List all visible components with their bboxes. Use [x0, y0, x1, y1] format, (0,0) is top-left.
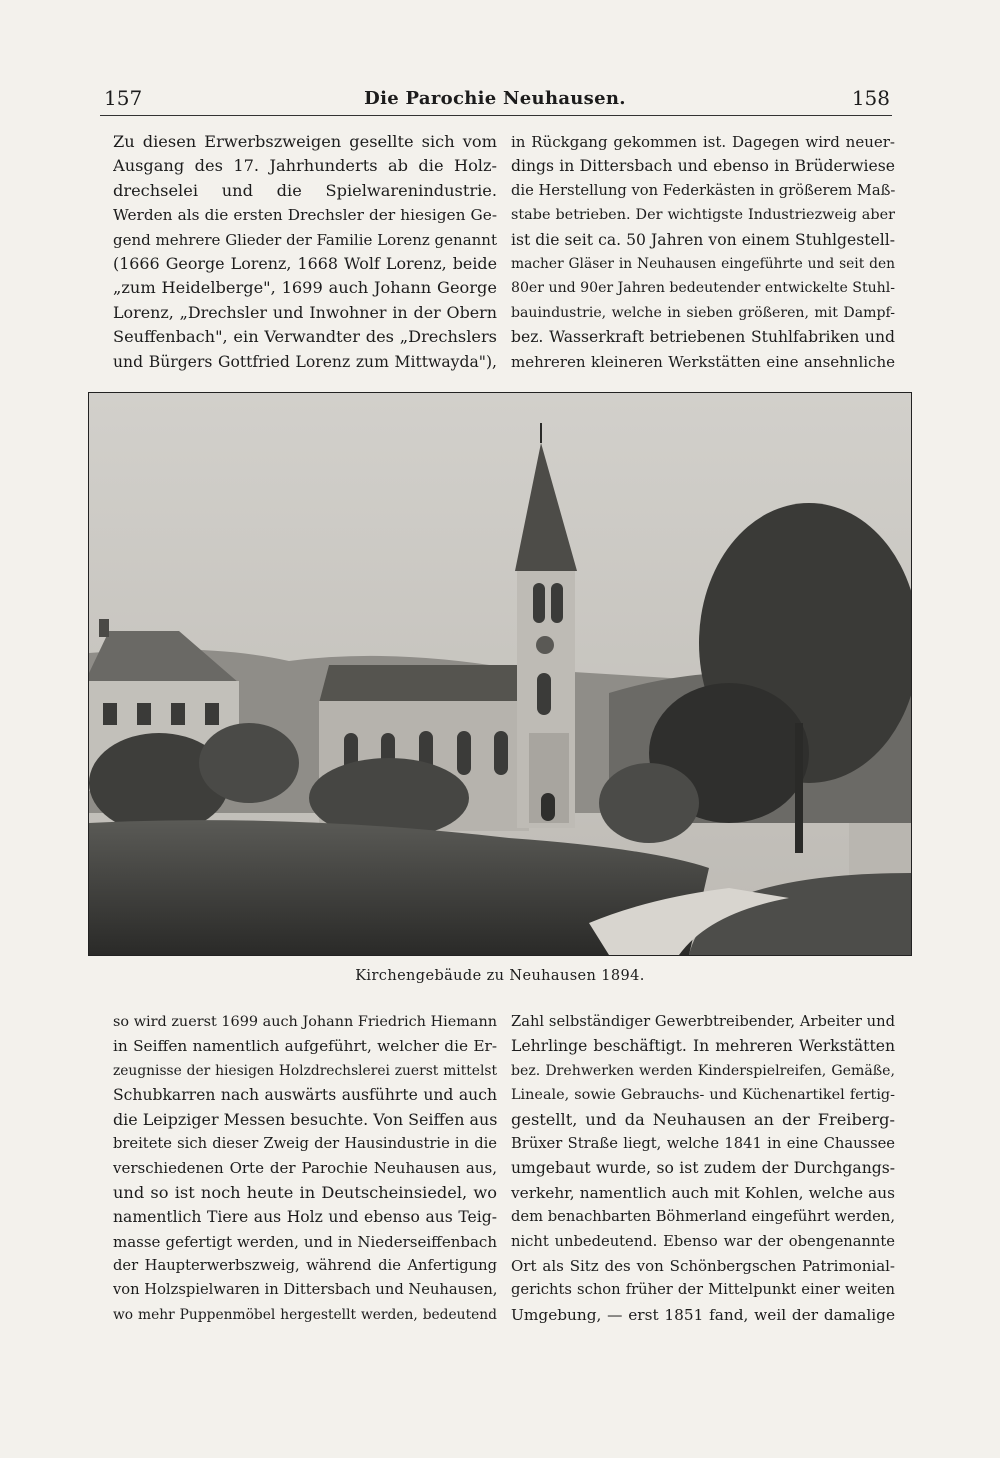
- text-line: Umgebung, — erst 1851 fand, weil der damalige: [511, 1305, 895, 1324]
- text-line: gerichts schon früher der Mittelpunkt einer weiten: [511, 1281, 895, 1299]
- text-line: verkehr, namentlich auch mit Kohlen, welche aus: [511, 1183, 895, 1202]
- text-line: Lineale, sowie Gebrauchs- und Küchenartikel fertig-: [511, 1087, 895, 1104]
- text-line: und Bürgers Gottfried Lorenz zum Mittwayda"),: [113, 352, 497, 371]
- text-line: „zum Heidelberge", 1699 auch Johann George: [113, 278, 497, 298]
- text-line: Schubkarren nach auswärts ausführte und auch: [113, 1086, 497, 1105]
- text-line: der Haupterwerbszweig, während die Anfertigung: [113, 1256, 497, 1274]
- text-line: gend mehrere Glieder der Familie Lorenz genannt: [113, 230, 497, 249]
- page-number-left: 157: [104, 86, 143, 110]
- text-line: umgebaut wurde, so ist zudem der Durchgangs-: [511, 1159, 895, 1178]
- text-line: drechselei und die Spielwarenindustrie.: [113, 180, 497, 200]
- figure-caption: Kirchengebäude zu Neuhausen 1894.: [355, 968, 645, 984]
- church-photo-illustration: [89, 393, 911, 955]
- text-line: breitete sich dieser Zweig der Hausindustrie in die: [113, 1134, 497, 1152]
- text-line: Lorenz, „Drechsler und Inwohner in der Obern: [113, 302, 497, 322]
- text-line: so wird zuerst 1699 auch Johann Friedrich Hiemann: [113, 1014, 497, 1030]
- text-column-bottom-left: [113, 1010, 497, 1327]
- page-number-right: 158: [851, 86, 890, 110]
- text-line: namentlich Tiere aus Holz und ebenso aus Teig-: [113, 1208, 497, 1227]
- text-line: in Rückgang gekommen ist. Dagegen wird neuer-: [511, 133, 895, 151]
- text-line: wo mehr Puppenmöbel hergestellt werden, bedeutend: [113, 1306, 497, 1323]
- church-photograph: [88, 392, 912, 956]
- text-line: Lehrlinge beschäftigt. In mehreren Werkstätten: [511, 1037, 895, 1056]
- text-line: mehreren kleineren Werkstätten eine ansehnliche: [511, 352, 895, 371]
- text-line: Ort als Sitz des von Schönbergschen Patrimonial-: [511, 1256, 895, 1275]
- text-line: macher Gläser in Neuhausen eingeführte und seit den: [511, 255, 895, 272]
- text-line: dem benachbarten Böhmerland eingeführt werden,: [511, 1208, 895, 1226]
- text-line: Seuffenbach", ein Verwandter des „Drechslers: [113, 327, 497, 347]
- text-line: nicht unbedeutend. Ebenso war der obengenannte: [511, 1232, 895, 1250]
- text-line: stabe betrieben. Der wichtigste Industriezweig aber: [511, 207, 895, 224]
- text-line: Werden als die ersten Drechsler der hiesigen Ge-: [113, 206, 497, 225]
- text-line: Zahl selbständiger Gewerbtreibender, Arbeiter und: [511, 1013, 895, 1030]
- text-line: und so ist noch heute in Deutscheinsiedel, wo: [113, 1182, 497, 1202]
- page-header: [100, 86, 890, 116]
- running-title: Die Parochie Neuhausen.: [364, 88, 626, 109]
- text-line: Zu diesen Erwerbszweigen gesellte sich vom: [113, 132, 497, 151]
- text-line: bez. Wasserkraft betriebenen Stuhlfabriken und: [511, 328, 895, 347]
- text-column-top-left: [113, 130, 497, 374]
- text-line: masse gefertigt werden, und in Niederseiffenbach: [113, 1232, 497, 1251]
- text-line: zeugnisse der hiesigen Holzdrechslerei zuerst mittelst: [113, 1062, 497, 1079]
- text-line: von Holzspielwaren in Dittersbach und Neuhausen,: [113, 1281, 497, 1299]
- text-line: ist die seit ca. 50 Jahren von einem Stuhlgestell-: [511, 230, 895, 249]
- text-column-bottom-right: [511, 1010, 895, 1327]
- text-line: bez. Drehwerken werden Kinderspielreifen, Gemäße,: [511, 1062, 895, 1079]
- header-rule: [100, 115, 892, 116]
- text-line: Ausgang des 17. Jahrhunderts ab die Holz-: [113, 156, 497, 176]
- text-line: 80er und 90er Jahren bedeutender entwickelte Stuhl-: [511, 280, 895, 297]
- text-line: Brüxer Straße liegt, welche 1841 in eine Chaussee: [511, 1134, 895, 1152]
- text-line: (1666 George Lorenz, 1668 Wolf Lorenz, beide: [113, 253, 497, 273]
- text-line: dings in Dittersbach und ebenso in Brüderwiese: [511, 157, 895, 176]
- text-line: die Leipziger Messen besuchte. Von Seiffen aus: [113, 1109, 497, 1129]
- text-line: bauindustrie, welche in sieben größeren, mit Dampf-: [511, 304, 895, 321]
- text-column-top-right: [511, 130, 895, 374]
- text-line: gestellt, und da Neuhausen an der Freiberg-: [511, 1109, 895, 1129]
- text-line: in Seiffen namentlich aufgeführt, welcher die Er-: [113, 1037, 497, 1056]
- text-line: die Herstellung von Federkästen in größerem Maß-: [511, 181, 895, 199]
- text-line: verschiedenen Orte der Parochie Neuhausen aus,: [113, 1159, 497, 1178]
